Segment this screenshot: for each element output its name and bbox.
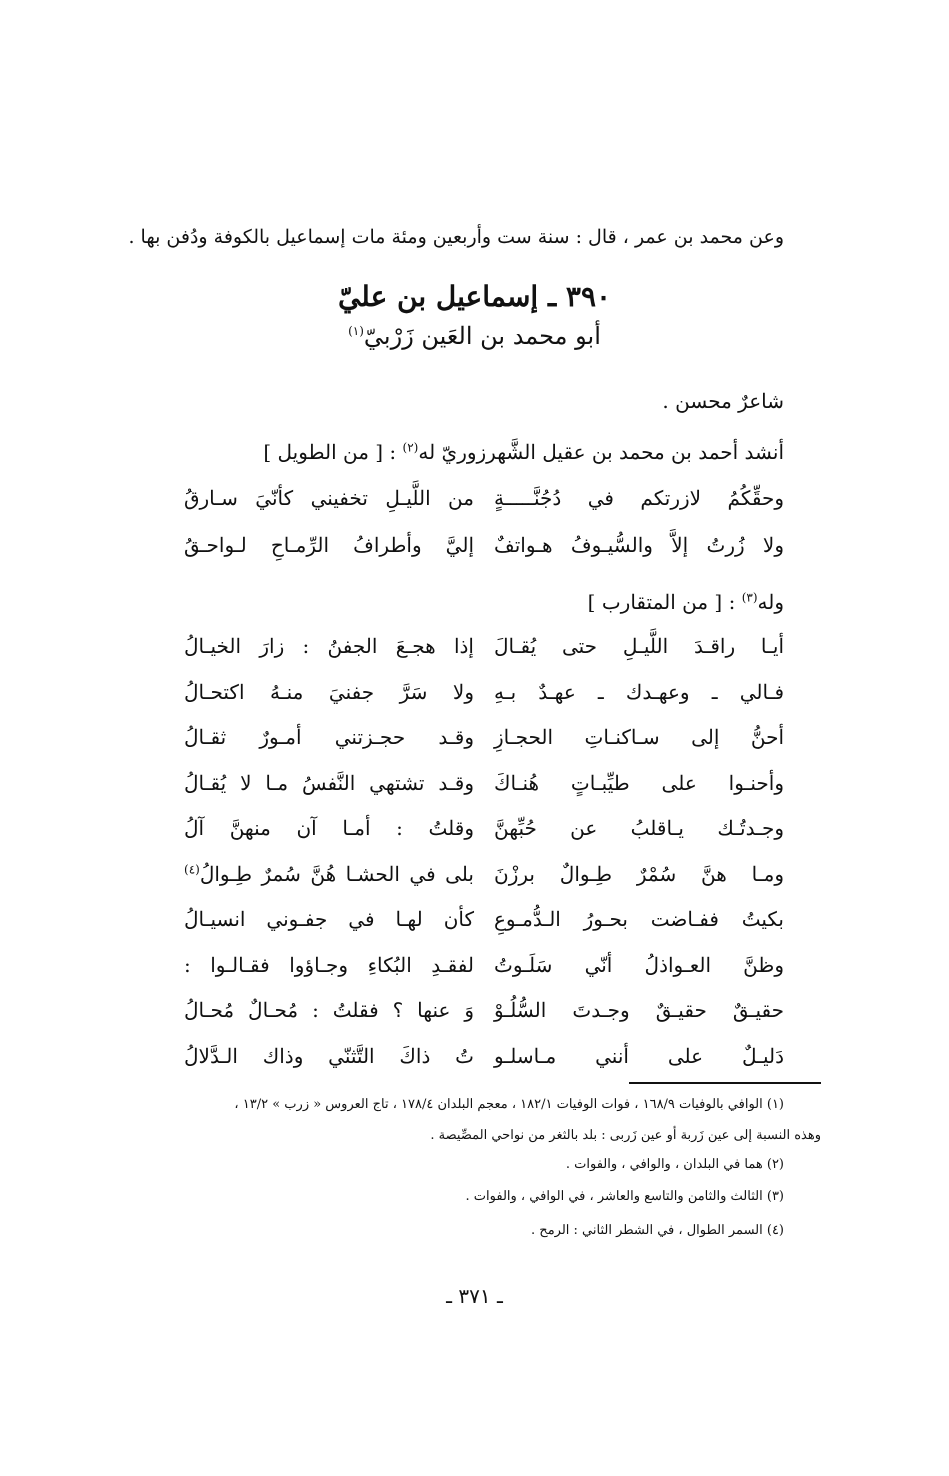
entry-title: ٣٩٠ ـ إسماعيل بن عليّ: [337, 280, 612, 313]
verse-second-hemistich: [184, 862, 474, 886]
footnote-line: (٣) الثالث والثامن والتاسع والعاشر ، في الوافي ، والفوات .: [465, 1189, 784, 1204]
footnote-ref-3: (٣): [741, 590, 758, 605]
verse-line: [184, 680, 784, 720]
meter-label-2: : [ من المتقارب ]: [587, 590, 742, 614]
hemistich-text: وقلتُ : أمـا آن منهنَّ آلُ: [184, 816, 474, 840]
footnote-divider: [629, 1082, 821, 1084]
verse-line: [184, 1044, 784, 1084]
verse-second-hemistich: [184, 998, 474, 1022]
intro-paragraph: وعن محمد بن عمر ، قال : سنة ست وأربعين ومئة مات إسماعيل بالكوفة ودُفن بها .: [128, 226, 784, 248]
verse-second-hemistich: [184, 634, 474, 658]
verse-line: [184, 771, 784, 811]
hemistich-text: لفقـدِ البُكاءِ وجـاؤوا فقـالـوا :: [184, 952, 474, 977]
entry-subtitle-text: أبو محمد بن العَين زَرْبيّ: [363, 322, 601, 350]
verse-second-hemistich: [184, 1044, 474, 1068]
verse-first-hemistich: فـالي ـ وعهـدك ـ عهـدٌ بـهِ: [494, 679, 784, 704]
footnote-line: (١) الوافي بالوفيات ١٦٨/٩ ، فوات الوفيات ١٨٢/١ ، معجم البلدان ١٧٨/٤ ، تاج العروس « زرب » ١٣/٢ ،: [234, 1097, 784, 1112]
meter-label-1: : [ من الطويل ]: [263, 440, 403, 464]
hemistich-text: وَ عنها ؟ فقلتُ : مُحـالٌ مُحـالُ: [184, 998, 474, 1022]
verse-second-hemistich: [184, 816, 474, 840]
verse-second-hemistich: [184, 725, 474, 749]
verse-first-hemistich: أيـا راقـدَ اللَّيـلِ حتى يُقـالَ: [494, 634, 784, 658]
footnote-ref-2: (٢): [402, 440, 419, 455]
footnote-line: (٤) السمر الطوال ، في الشطر الثاني : الرمح .: [531, 1223, 784, 1238]
hemistich-text: إذا هجـعَ الجفنُ : زارَ الخيـالُ: [184, 634, 474, 658]
verse-second-hemistich: [184, 486, 474, 510]
verse-first-hemistich: وحقِّكُمُ لازرتكم في دُجُنَّـــــةٍ: [494, 486, 784, 510]
footnote-line: وهذه النسبة إلى عين زَربة أو عين زَربى : بلد بالثغر من نواحي المصِّيصة .: [430, 1128, 821, 1143]
verse-line: [184, 953, 784, 993]
hemistich-text: تُ ذاكَ التَّثنّي وذاك الـدَّلالُ: [184, 1043, 474, 1068]
verse-second-hemistich: [184, 680, 474, 704]
verse-second-hemistich: [184, 907, 474, 931]
attribution-line: [263, 440, 784, 464]
verse-line: [184, 486, 784, 526]
verse-line: [184, 862, 784, 902]
verse-first-hemistich: ولا زُرتُ إلاَّ والسُّيـوفُ هـواتفٌ: [494, 533, 784, 557]
verse-first-hemistich: دَليـلٌ على أنني مـاسلـو: [494, 1043, 784, 1068]
footnote-ref-1: (١): [348, 324, 364, 338]
hemistich-text: كأن لهـا في جفـوني انسيـالُ: [184, 907, 474, 931]
verse-first-hemistich: وأحنـوا على طيِّبـاتٍ هُنـاكَ: [494, 770, 784, 795]
hemistich-text: إليَّ وأطرافُ الرِّمـاحِ لـواحـقُ: [184, 533, 474, 557]
page-number: ـ ٣٧١ ـ: [446, 1284, 503, 1308]
verse-first-hemistich: ومـا هنَّ سُمْرٌ طِـوالٌ برزْنَ: [494, 861, 784, 886]
meter-line-2: [588, 590, 784, 614]
verse-first-hemistich: حقيـقٌ حقيـقٌ وجـدتَ السُّلُـوْ: [494, 998, 784, 1022]
hemistich-text: ولا سَرَّ جفنيَ منـهُ اكتحـالُ: [184, 679, 474, 704]
hemistich-text: وقـد تشتهي النَّفسُ مـا لا يُقـالُ: [184, 770, 474, 795]
verse-line: [184, 533, 784, 573]
verse-line: [184, 634, 784, 674]
footnote-ref-4: (٤): [184, 861, 200, 876]
meter-text: وله: [757, 590, 784, 614]
hemistich-text: من اللَّيـلِ تخفيني كأنّيَ سـارقُ: [184, 486, 474, 510]
entry-subtitle: [0, 322, 949, 350]
verse-first-hemistich: وجـدتُـك يـاقلبُ عن حُبِّهنَّ: [494, 816, 784, 840]
verse-second-hemistich: [184, 533, 474, 557]
verse-first-hemistich: أحنُّ إلى سـاكنـاتِ الحجـازِ: [494, 725, 784, 749]
attribution-text: أنشد أحمد بن محمد بن عقيل الشَّهرزوريّ له: [418, 440, 784, 464]
verse-second-hemistich: [184, 953, 474, 977]
verse-first-hemistich: بكيتُ ففـاضت بحـورُ الـدُّمـوعِ: [494, 907, 784, 931]
verse-first-hemistich: وظنَّ العـواذلُ أنّي سَلَـوتُ: [494, 952, 784, 977]
verse-line: [184, 907, 784, 947]
verse-line: [184, 998, 784, 1038]
poet-description: شاعرٌ محسن .: [662, 389, 784, 413]
footnote-line: (٢) هما في البلدان ، والوافي ، والفوات .: [565, 1157, 784, 1172]
verse-second-hemistich: [184, 771, 474, 795]
hemistich-text: بلى في الحشـا هُنَّ سُمرٌ طِـوالُ: [199, 861, 474, 886]
verse-line: [184, 816, 784, 856]
hemistich-text: وقـد حجـزتني أمـورٌ ثقـالُ: [184, 725, 474, 749]
verse-line: [184, 725, 784, 765]
